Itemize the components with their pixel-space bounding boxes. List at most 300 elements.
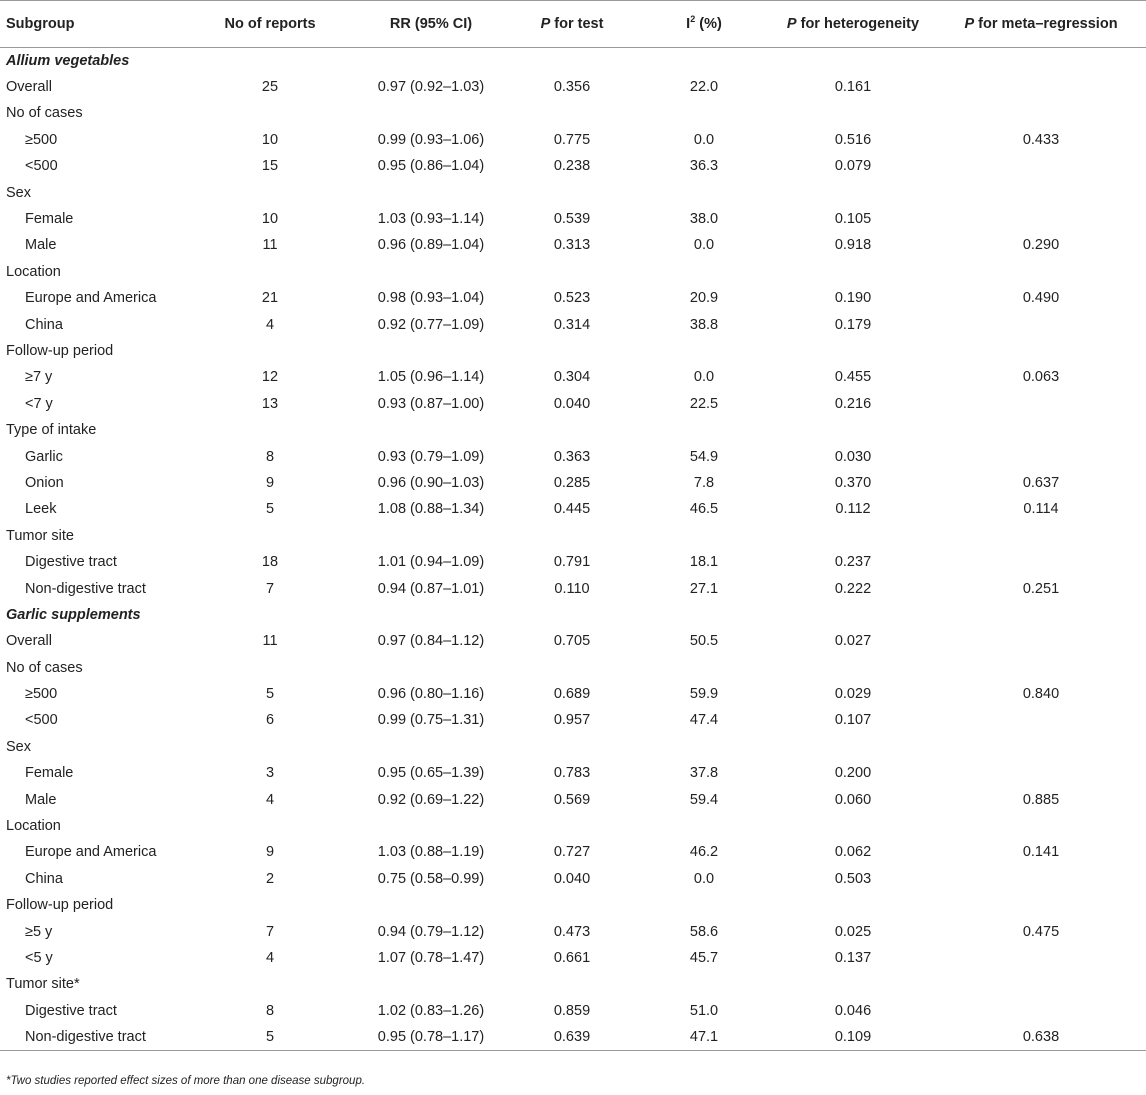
reports-cell bbox=[184, 259, 356, 285]
p-test-cell: 0.445 bbox=[553, 501, 591, 518]
rr-cell: 0.93 (0.87–1.00) bbox=[377, 395, 485, 412]
rr-cell: 0.75 (0.58–0.99) bbox=[377, 870, 485, 887]
p-meta-cell bbox=[936, 602, 1146, 628]
reports-cell: 9 bbox=[265, 474, 275, 491]
table-row bbox=[0, 443, 1146, 469]
p-het-cell: 0.190 bbox=[834, 290, 872, 307]
reports-cell: 7 bbox=[265, 923, 275, 940]
header-p-test-italic: P bbox=[540, 16, 551, 32]
i2-cell: 54.9 bbox=[689, 448, 719, 465]
i2-cell bbox=[638, 971, 770, 997]
p-het-cell bbox=[770, 523, 936, 549]
p-test-cell bbox=[506, 179, 638, 205]
rr-cell: 0.96 (0.80–1.16) bbox=[377, 686, 485, 703]
i2-cell: 59.9 bbox=[689, 686, 719, 703]
p-het-cell: 0.109 bbox=[770, 1024, 936, 1050]
subgroup-label: Male bbox=[25, 237, 57, 254]
reports-cell: 7 bbox=[265, 580, 275, 597]
rr-cell: 0.97 (0.92–1.03) bbox=[377, 79, 485, 96]
subgroup-label: China bbox=[25, 870, 63, 887]
table-row bbox=[0, 391, 1146, 417]
group-header-row bbox=[0, 734, 1146, 760]
reports-cell: 2 bbox=[265, 870, 275, 887]
p-test-cell: 0.285 bbox=[553, 474, 591, 491]
p-meta-cell bbox=[936, 892, 1146, 918]
p-test-cell: 0.859 bbox=[553, 1002, 591, 1019]
reports-cell: 3 bbox=[265, 765, 275, 782]
header-i2-sup: 2 bbox=[690, 14, 696, 25]
table-row bbox=[0, 364, 1146, 390]
p-test-cell: 0.040 bbox=[553, 870, 591, 887]
p-meta-cell: 0.638 bbox=[936, 1024, 1146, 1050]
reports-cell bbox=[184, 813, 356, 839]
header-p-het-rest: for heterogeneity bbox=[796, 16, 920, 32]
table-row bbox=[0, 232, 1146, 258]
rr-cell: 0.97 (0.84–1.12) bbox=[377, 633, 485, 650]
header-i2-rest: (%) bbox=[695, 16, 722, 32]
subgroup-label: Male bbox=[25, 791, 57, 808]
p-test-cell bbox=[506, 734, 638, 760]
rr-cell: 1.02 (0.83–1.26) bbox=[377, 1002, 485, 1019]
table-row bbox=[0, 707, 1146, 733]
rr-cell bbox=[356, 654, 506, 680]
p-het-cell bbox=[770, 813, 936, 839]
rr-cell bbox=[356, 100, 506, 126]
p-meta-cell bbox=[936, 100, 1146, 126]
rr-cell bbox=[356, 338, 506, 364]
subgroup-label: <500 bbox=[25, 158, 58, 175]
rr-cell: 0.99 (0.75–1.31) bbox=[377, 712, 485, 729]
rr-cell: 1.07 (0.78–1.47) bbox=[377, 949, 485, 966]
subgroup-label: Female bbox=[25, 211, 74, 228]
p-test-cell: 0.356 bbox=[553, 79, 591, 96]
p-meta-cell bbox=[936, 179, 1146, 205]
p-meta-cell bbox=[936, 813, 1146, 839]
reports-cell bbox=[184, 892, 356, 918]
i2-cell bbox=[638, 602, 770, 628]
rr-cell bbox=[356, 602, 506, 628]
p-het-cell: 0.029 bbox=[834, 686, 872, 703]
reports-cell: 4 bbox=[265, 949, 275, 966]
p-meta-cell: 0.433 bbox=[1022, 131, 1060, 148]
subgroup-label: Digestive tract bbox=[25, 554, 117, 571]
table-row bbox=[0, 311, 1146, 337]
p-test-cell: 0.473 bbox=[553, 923, 591, 940]
p-het-cell: 0.918 bbox=[834, 237, 872, 254]
group-header-row bbox=[0, 100, 1146, 126]
rr-cell: 0.94 (0.87–1.01) bbox=[377, 580, 485, 597]
header-p-meta-italic: P bbox=[964, 16, 975, 32]
p-het-cell: 0.216 bbox=[834, 395, 872, 412]
p-test-cell bbox=[506, 48, 638, 74]
p-test-cell bbox=[506, 602, 638, 628]
p-het-cell: 0.370 bbox=[834, 474, 872, 491]
i2-cell: 36.3 bbox=[689, 158, 719, 175]
reports-cell: 5 bbox=[265, 501, 275, 518]
p-test-cell bbox=[506, 971, 638, 997]
group-label: Type of intake bbox=[6, 422, 97, 439]
p-het-cell: 0.112 bbox=[835, 501, 871, 518]
i2-cell: 45.7 bbox=[689, 949, 719, 966]
i2-cell: 22.5 bbox=[689, 395, 719, 412]
p-het-cell: 0.025 bbox=[834, 923, 872, 940]
i2-cell bbox=[638, 417, 770, 443]
table-row bbox=[0, 153, 1146, 179]
i2-cell bbox=[638, 654, 770, 680]
group-label: No of cases bbox=[6, 105, 83, 122]
rr-cell bbox=[356, 523, 506, 549]
p-het-cell: 0.062 bbox=[834, 844, 872, 861]
p-meta-cell bbox=[936, 734, 1146, 760]
i2-cell: 18.1 bbox=[689, 554, 719, 571]
rr-cell bbox=[356, 48, 506, 74]
p-test-cell bbox=[506, 100, 638, 126]
p-test-cell: 0.313 bbox=[553, 237, 591, 254]
p-test-cell: 0.783 bbox=[553, 765, 591, 782]
p-meta-cell: 0.251 bbox=[1022, 580, 1060, 597]
i2-cell bbox=[638, 813, 770, 839]
table-row bbox=[0, 285, 1146, 311]
rr-cell: 0.92 (0.77–1.09) bbox=[377, 316, 485, 333]
rr-cell bbox=[356, 813, 506, 839]
subgroup-label: Onion bbox=[25, 474, 64, 491]
i2-cell: 51.0 bbox=[689, 1002, 719, 1019]
p-meta-cell: 0.885 bbox=[1022, 791, 1060, 808]
subgroup-label: Leek bbox=[25, 501, 57, 518]
p-het-cell: 0.179 bbox=[834, 316, 872, 333]
reports-cell: 6 bbox=[265, 712, 275, 729]
reports-cell bbox=[184, 179, 356, 205]
rr-cell: 1.01 (0.94–1.09) bbox=[377, 554, 485, 571]
p-het-cell: 0.503 bbox=[834, 870, 872, 887]
group-header-row bbox=[0, 654, 1146, 680]
table-row bbox=[0, 839, 1146, 865]
group-label: Tumor site bbox=[6, 527, 74, 544]
subgroup-label: Non-digestive tract bbox=[25, 580, 146, 597]
p-test-cell bbox=[506, 338, 638, 364]
p-het-cell bbox=[770, 971, 936, 997]
rr-cell: 1.03 (0.88–1.19) bbox=[377, 844, 485, 861]
p-test-cell: 0.539 bbox=[553, 211, 591, 228]
p-het-cell: 0.455 bbox=[834, 369, 872, 386]
p-het-cell bbox=[770, 100, 936, 126]
p-meta-cell bbox=[936, 945, 1146, 971]
p-test-cell: 0.661 bbox=[553, 949, 591, 966]
p-het-cell bbox=[770, 417, 936, 443]
reports-cell bbox=[184, 971, 356, 997]
group-header-row bbox=[0, 971, 1146, 997]
p-meta-cell bbox=[936, 74, 1146, 100]
reports-cell: 12 bbox=[261, 369, 279, 386]
subgroup-label: <5 y bbox=[25, 949, 53, 966]
p-het-cell bbox=[770, 179, 936, 205]
reports-cell: 8 bbox=[265, 448, 275, 465]
section-header-row bbox=[0, 602, 1146, 628]
p-het-cell: 0.200 bbox=[834, 765, 872, 782]
p-test-cell bbox=[506, 523, 638, 549]
p-het-cell bbox=[770, 892, 936, 918]
p-meta-cell bbox=[936, 628, 1146, 654]
p-het-cell: 0.137 bbox=[834, 949, 872, 966]
group-label: Location bbox=[6, 818, 61, 835]
reports-cell: 15 bbox=[261, 158, 279, 175]
p-test-cell: 0.727 bbox=[553, 844, 591, 861]
p-test-cell bbox=[506, 654, 638, 680]
footnote: *Two studies reported effect sizes of more than one disease subgroup. bbox=[6, 1075, 366, 1087]
p-test-cell: 0.791 bbox=[553, 554, 591, 571]
subgroup-label: ≥5 y bbox=[25, 923, 53, 940]
group-label: Follow-up period bbox=[6, 897, 114, 914]
rr-cell bbox=[356, 179, 506, 205]
section-label: Allium vegetables bbox=[6, 52, 130, 69]
table-row bbox=[0, 206, 1146, 232]
i2-cell: 27.1 bbox=[689, 580, 719, 597]
reports-cell: 5 bbox=[265, 686, 275, 703]
i2-cell bbox=[638, 338, 770, 364]
subgroup-label: Overall bbox=[6, 79, 52, 96]
header-p-test-rest: for test bbox=[550, 16, 604, 32]
p-meta-cell bbox=[936, 206, 1146, 232]
header-p-meta bbox=[936, 1, 1146, 48]
p-test-cell: 0.775 bbox=[553, 131, 591, 148]
header-rr: RR (95% CI) bbox=[356, 1, 506, 48]
p-meta-cell bbox=[936, 707, 1146, 733]
rr-cell: 0.96 (0.89–1.04) bbox=[377, 237, 485, 254]
p-meta-cell bbox=[936, 760, 1146, 786]
table-row bbox=[0, 127, 1146, 153]
i2-cell: 20.9 bbox=[689, 290, 719, 307]
reports-cell bbox=[184, 654, 356, 680]
section-label: Garlic supplements bbox=[6, 606, 141, 623]
header-p-het-italic: P bbox=[786, 16, 797, 32]
reports-cell: 10 bbox=[261, 211, 279, 228]
i2-cell: 0.0 bbox=[693, 870, 715, 887]
p-meta-cell bbox=[936, 391, 1146, 417]
group-label: Location bbox=[6, 263, 61, 280]
reports-cell: 8 bbox=[265, 1002, 275, 1019]
subgroup-label: Europe and America bbox=[25, 844, 157, 861]
group-header-row bbox=[0, 179, 1146, 205]
subgroup-label: ≥500 bbox=[25, 686, 58, 703]
p-het-cell: 0.222 bbox=[834, 580, 872, 597]
p-test-cell: 0.304 bbox=[553, 369, 591, 386]
table-row bbox=[0, 866, 1146, 892]
reports-cell: 9 bbox=[265, 844, 275, 861]
p-het-cell bbox=[770, 338, 936, 364]
p-het-cell: 0.237 bbox=[834, 554, 872, 571]
subgroup-label: ≥7 y bbox=[25, 369, 53, 386]
p-het-cell: 0.027 bbox=[834, 633, 872, 650]
p-meta-cell: 0.637 bbox=[1022, 474, 1060, 491]
subgroup-label: <500 bbox=[25, 712, 58, 729]
i2-cell bbox=[638, 523, 770, 549]
p-het-cell bbox=[770, 48, 936, 74]
subgroup-label: China bbox=[25, 316, 63, 333]
rr-cell: 0.93 (0.79–1.09) bbox=[377, 448, 485, 465]
p-meta-cell: 0.290 bbox=[1022, 237, 1060, 254]
p-het-cell: 0.030 bbox=[834, 448, 872, 465]
i2-cell bbox=[638, 48, 770, 74]
rr-cell: 1.03 (0.93–1.14) bbox=[377, 211, 485, 228]
group-label: Follow-up period bbox=[6, 342, 114, 359]
i2-cell: 0.0 bbox=[693, 369, 715, 386]
p-test-cell: 0.363 bbox=[553, 448, 591, 465]
p-het-cell bbox=[770, 602, 936, 628]
table-row bbox=[0, 74, 1146, 100]
p-het-cell: 0.046 bbox=[834, 1002, 872, 1019]
subgroup-label: Non-digestive tract bbox=[0, 1024, 184, 1050]
reports-cell bbox=[184, 100, 356, 126]
rr-cell: 0.95 (0.86–1.04) bbox=[377, 158, 485, 175]
p-het-cell: 0.161 bbox=[834, 79, 872, 96]
p-test-cell: 0.705 bbox=[553, 633, 591, 650]
group-header-row bbox=[0, 813, 1146, 839]
p-het-cell: 0.107 bbox=[834, 712, 872, 729]
p-meta-cell bbox=[936, 654, 1146, 680]
reports-cell bbox=[184, 417, 356, 443]
table-row bbox=[0, 681, 1146, 707]
i2-cell bbox=[638, 179, 770, 205]
table-row bbox=[0, 998, 1146, 1024]
p-test-cell: 0.689 bbox=[553, 686, 591, 703]
p-meta-cell bbox=[936, 549, 1146, 575]
table-row bbox=[0, 786, 1146, 812]
i2-cell: 50.5 bbox=[689, 633, 719, 650]
p-test-cell: 0.957 bbox=[553, 712, 591, 729]
p-test-cell: 0.110 bbox=[554, 580, 590, 597]
p-test-cell: 0.569 bbox=[553, 791, 591, 808]
header-row bbox=[0, 1, 1146, 48]
p-meta-cell bbox=[936, 338, 1146, 364]
i2-cell bbox=[638, 892, 770, 918]
i2-cell: 47.1 bbox=[638, 1024, 770, 1050]
group-label: Sex bbox=[6, 738, 31, 755]
p-meta-cell: 0.063 bbox=[1022, 369, 1060, 386]
group-header-row bbox=[0, 523, 1146, 549]
p-meta-cell bbox=[936, 866, 1146, 892]
rr-cell: 0.95 (0.65–1.39) bbox=[377, 765, 485, 782]
p-test-cell: 0.639 bbox=[506, 1024, 638, 1050]
reports-cell: 25 bbox=[261, 79, 279, 96]
p-test-cell bbox=[506, 417, 638, 443]
p-meta-cell: 0.141 bbox=[1022, 844, 1060, 861]
i2-cell: 0.0 bbox=[693, 237, 715, 254]
p-meta-cell bbox=[936, 523, 1146, 549]
reports-cell: 11 bbox=[262, 237, 278, 254]
section-header-row bbox=[0, 48, 1146, 74]
reports-cell: 11 bbox=[262, 633, 278, 650]
group-header-row bbox=[0, 338, 1146, 364]
table-row bbox=[0, 470, 1146, 496]
p-test-cell: 0.040 bbox=[553, 395, 591, 412]
rr-cell: 0.96 (0.90–1.03) bbox=[377, 474, 485, 491]
rr-cell bbox=[356, 734, 506, 760]
reports-cell: 5 bbox=[184, 1024, 356, 1050]
p-het-cell bbox=[770, 259, 936, 285]
subgroup-label: Digestive tract bbox=[25, 1002, 117, 1019]
subgroup-label: Europe and America bbox=[25, 290, 157, 307]
rr-cell bbox=[356, 259, 506, 285]
reports-cell: 13 bbox=[261, 395, 279, 412]
reports-cell: 21 bbox=[261, 290, 279, 307]
reports-cell: 10 bbox=[261, 131, 279, 148]
i2-cell bbox=[638, 100, 770, 126]
i2-cell: 46.2 bbox=[689, 844, 719, 861]
header-p-meta-rest: for meta–regression bbox=[974, 16, 1118, 32]
p-meta-cell: 0.840 bbox=[1022, 686, 1060, 703]
p-meta-cell bbox=[936, 311, 1146, 337]
header-p-test bbox=[506, 1, 638, 48]
header-i2-main: I bbox=[686, 16, 691, 32]
reports-cell bbox=[184, 734, 356, 760]
table-body bbox=[0, 48, 1146, 1051]
header-subgroup: Subgroup bbox=[0, 1, 184, 48]
group-label: No of cases bbox=[6, 659, 83, 676]
i2-cell: 59.4 bbox=[689, 791, 719, 808]
reports-cell bbox=[184, 602, 356, 628]
p-meta-cell bbox=[936, 443, 1146, 469]
rr-cell bbox=[356, 417, 506, 443]
p-het-cell: 0.516 bbox=[834, 131, 872, 148]
p-het-cell: 0.079 bbox=[834, 158, 872, 175]
table-row bbox=[0, 575, 1146, 601]
table-row bbox=[0, 945, 1146, 971]
i2-cell bbox=[638, 259, 770, 285]
i2-cell: 0.0 bbox=[693, 131, 715, 148]
i2-cell: 38.8 bbox=[689, 316, 719, 333]
subgroup-label: Overall bbox=[6, 633, 52, 650]
p-meta-cell bbox=[936, 971, 1146, 997]
p-meta-cell: 0.490 bbox=[1022, 290, 1060, 307]
p-het-cell: 0.060 bbox=[834, 791, 872, 808]
i2-cell bbox=[638, 734, 770, 760]
p-het-cell: 0.105 bbox=[834, 211, 872, 228]
p-test-cell: 0.314 bbox=[553, 316, 591, 333]
subgroup-label: Garlic bbox=[25, 448, 63, 465]
i2-cell: 47.4 bbox=[689, 712, 719, 729]
i2-cell: 7.8 bbox=[693, 474, 715, 491]
rr-cell bbox=[356, 892, 506, 918]
table-row bbox=[0, 1024, 1146, 1050]
group-header-row bbox=[0, 417, 1146, 443]
p-meta-cell: 0.475 bbox=[1022, 923, 1060, 940]
p-test-cell: 0.523 bbox=[553, 290, 591, 307]
rr-cell: 0.99 (0.93–1.06) bbox=[377, 131, 485, 148]
p-test-cell bbox=[506, 259, 638, 285]
header-reports: No of reports bbox=[184, 1, 356, 48]
rr-cell: 0.95 (0.78–1.17) bbox=[356, 1024, 506, 1050]
table-row bbox=[0, 760, 1146, 786]
p-test-cell bbox=[506, 892, 638, 918]
i2-cell: 38.0 bbox=[689, 211, 719, 228]
group-label: Tumor site* bbox=[6, 976, 80, 993]
p-het-cell bbox=[770, 654, 936, 680]
p-test-cell bbox=[506, 813, 638, 839]
i2-cell: 46.5 bbox=[689, 501, 719, 518]
header-i2 bbox=[638, 1, 770, 48]
p-meta-cell bbox=[936, 417, 1146, 443]
table-row bbox=[0, 918, 1146, 944]
reports-cell: 4 bbox=[265, 791, 275, 808]
rr-cell bbox=[356, 971, 506, 997]
p-meta-cell bbox=[936, 153, 1146, 179]
reports-cell: 18 bbox=[261, 554, 279, 571]
subgroup-label: Female bbox=[25, 765, 74, 782]
table-row bbox=[0, 628, 1146, 654]
table-row bbox=[0, 496, 1146, 522]
reports-cell bbox=[184, 338, 356, 364]
p-het-cell bbox=[770, 734, 936, 760]
